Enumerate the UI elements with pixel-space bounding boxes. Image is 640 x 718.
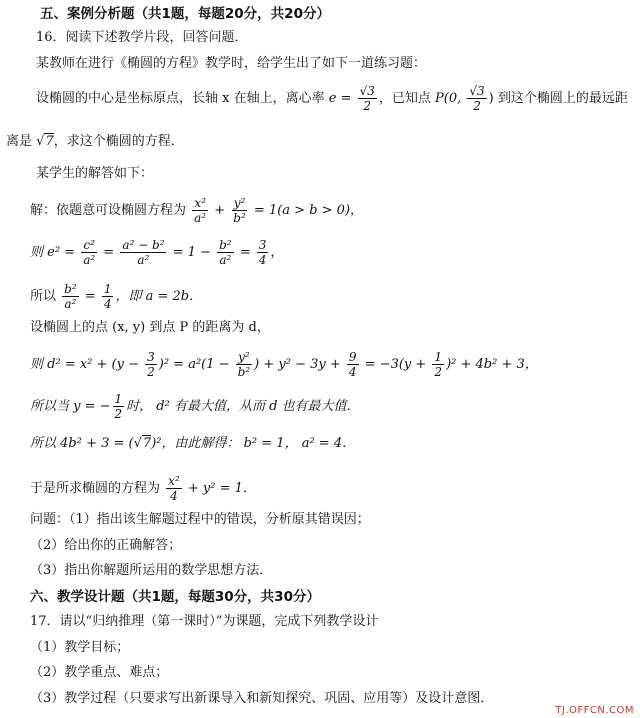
frac-num: b² — [64, 282, 77, 296]
step-text: )² + 4b² + 3， — [446, 357, 538, 372]
fraction — [217, 238, 234, 267]
step-text: = 1 − — [168, 245, 216, 260]
frac-den: 4 — [348, 365, 357, 379]
step-text: = — [80, 289, 100, 304]
q16-intro: 16．阅读下述教学片段，回答问题． — [36, 30, 248, 45]
problem-text-b: ，已知点 — [378, 91, 436, 106]
step-text: = — [235, 245, 255, 260]
q16-teacher: 某教师在进行《椭圆的方程》教学时，给学生出了如下一道练习题： — [36, 56, 427, 71]
question-ask3: （3）指出你解题所运用的数学思想方法． — [30, 563, 273, 578]
frac-den: a² — [219, 253, 232, 267]
eccentricity-fraction — [358, 84, 377, 113]
frac-num: y² — [238, 350, 250, 364]
frac-num: b² — [219, 238, 232, 252]
sqrt-symbol: √ — [36, 134, 45, 149]
sqrt-value: 7 — [45, 134, 54, 149]
sqrt-symbol: √ — [133, 436, 142, 451]
fraction — [62, 282, 79, 311]
sqrt-value: 7 — [142, 436, 152, 451]
frac-den: 2 — [363, 99, 372, 113]
problem-point-p: P(0, — [435, 91, 466, 106]
frac-num: 1 — [103, 282, 112, 296]
frac-num: 9 — [348, 350, 357, 364]
frac-num: 1 — [434, 350, 443, 364]
fraction — [347, 350, 359, 379]
student-intro: 某学生的解答如下： — [36, 166, 154, 181]
problem-text-c: ) 到这个椭圆上的最远距 — [488, 91, 628, 106]
frac-den: a² — [83, 253, 96, 267]
site-watermark: TJ.OFFCN.COM — [555, 705, 634, 716]
frac-num: c² — [83, 238, 95, 252]
problem-text-d1: 离是 — [6, 134, 37, 149]
q16-problem-line1 — [36, 84, 628, 113]
step-text: ，即 a = 2b． — [115, 289, 203, 304]
step-text: )²，由此解得： b² = 1， a² = 4． — [151, 436, 356, 451]
solution-step1 — [30, 196, 363, 225]
step-text: ) + y² − 3y + — [254, 357, 345, 372]
frac-den: 4 — [258, 253, 267, 267]
frac-den: b² — [233, 211, 246, 225]
question-ask1: 问题：（1）指出该生解题过程中的错误，分析原其错误因； — [30, 512, 370, 527]
frac-num: 1 — [114, 392, 123, 406]
problem-text-d2: ，求这个椭圆的方程． — [53, 134, 184, 149]
fraction — [257, 238, 269, 267]
step-text: 解：依题意可设椭圆方程为 — [30, 203, 191, 218]
point-p-fraction — [467, 84, 486, 113]
frac-num: 3 — [147, 350, 155, 364]
problem-e: e = — [328, 91, 356, 106]
problem-text-a: 设椭圆的中心是坐标原点，长轴 x 在轴上，离心率 — [36, 91, 329, 106]
frac-num: √3 — [469, 84, 485, 98]
fraction — [81, 238, 97, 267]
fraction — [120, 238, 166, 267]
step-text: = 1(a > b > 0)， — [249, 203, 364, 218]
q17-item3: （3）教学过程（只要求写出新课导入和新知探究、巩固、应用等）及设计意图． — [30, 691, 494, 706]
y-over-b-fraction — [231, 196, 248, 225]
x-over-a-fraction — [192, 196, 208, 225]
question-ask2: （2）给出你的正确解答； — [30, 538, 182, 553]
fraction — [113, 392, 125, 421]
frac-den: a² — [64, 297, 77, 311]
frac-num: a² − b² — [122, 238, 165, 252]
section6-heading: 六、教学设计题（共1题，每题30分，共30分） — [30, 589, 320, 605]
step-text: ， — [270, 245, 284, 260]
frac-den: b² — [237, 365, 251, 379]
fraction — [236, 350, 253, 379]
step-text: )² = a²(1 − — [158, 357, 234, 372]
solution-step7 — [30, 436, 355, 452]
frac-num: y² — [233, 196, 246, 210]
q17-intro: 17．请以“归纳推理（第一课时）”为课题，完成下列教学设计 — [30, 614, 379, 629]
frac-den: a² — [137, 253, 150, 267]
frac-den: 2 — [473, 99, 481, 113]
solution-step5 — [30, 350, 538, 379]
step-text: 所以 — [30, 289, 61, 304]
step-text: 则 e² = — [30, 245, 80, 260]
step-text: 所以当 y = − — [30, 399, 111, 414]
solution-step8 — [30, 474, 256, 503]
fraction — [102, 282, 114, 311]
frac-den: 4 — [103, 297, 112, 311]
fraction — [166, 474, 182, 503]
section5-heading: 五、案例分析题（共1题，每题20分，共20分） — [40, 6, 330, 22]
frac-num: x² — [168, 474, 180, 488]
solution-step4: 设椭圆上的点 (x, y) 到点 P 的距离为 d， — [30, 320, 270, 335]
solution-step2 — [30, 238, 283, 267]
step-text: 于是所求椭圆的方程为 — [30, 481, 165, 496]
step-text: 则 d² = x² + (y − — [30, 357, 144, 372]
q16-problem-line2 — [6, 134, 184, 150]
step-text: 时， d² 有最大值，从而 d 也有最大值． — [126, 399, 360, 414]
step-text: + — [210, 203, 230, 218]
fraction — [145, 350, 157, 379]
frac-den: a² — [194, 211, 207, 225]
q17-item2: （2）教学重点、难点； — [30, 665, 169, 680]
step-text: 所以 4b² + 3 = ( — [30, 436, 134, 451]
fraction — [432, 350, 444, 379]
frac-num: 3 — [258, 238, 267, 252]
solution-step6 — [30, 392, 360, 421]
frac-num: x² — [194, 196, 206, 210]
step-text: + y² = 1． — [183, 481, 256, 496]
solution-step3 — [30, 282, 202, 311]
q17-item1: （1）教学目标； — [30, 640, 130, 655]
step-text: = −3(y + — [360, 357, 431, 372]
frac-den: 4 — [170, 489, 178, 503]
frac-den: 2 — [434, 365, 443, 379]
frac-den: 2 — [147, 365, 155, 379]
step-text: = — [99, 245, 119, 260]
frac-den: 2 — [114, 407, 123, 421]
frac-num: √3 — [359, 84, 375, 98]
